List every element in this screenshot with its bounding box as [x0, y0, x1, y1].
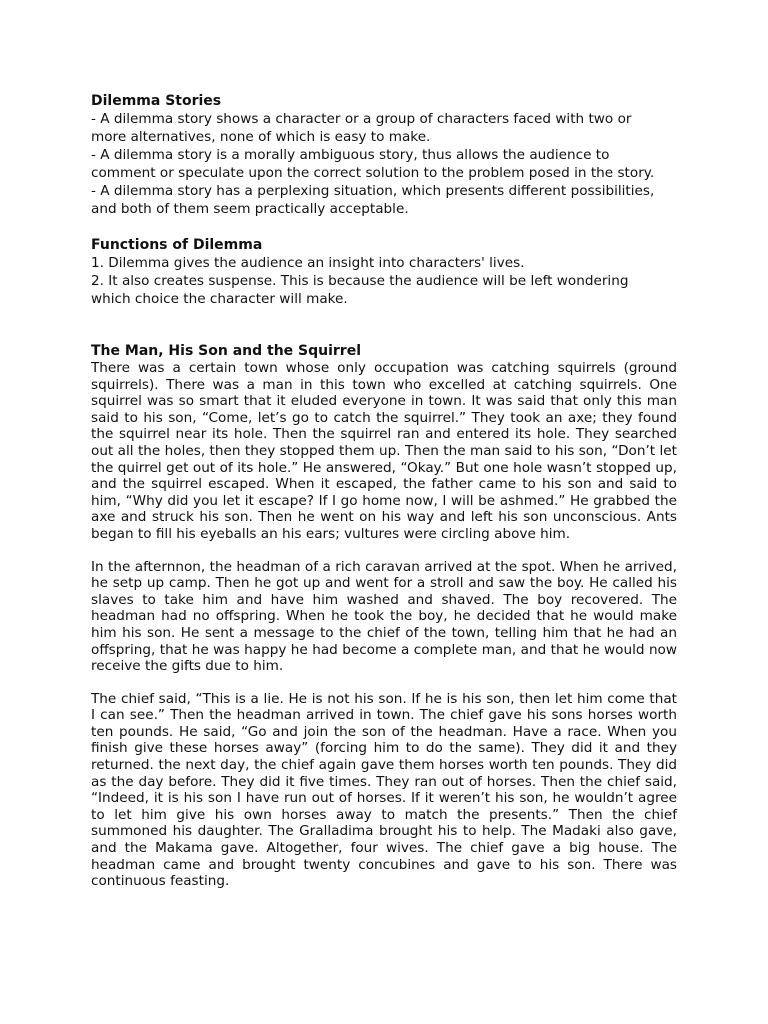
text-line: and both of them seem practically acceptable.	[91, 201, 409, 217]
spacer	[91, 218, 677, 236]
text-line: comment or speculate upon the correct solution to the problem posed in the story.	[91, 165, 655, 181]
text-line: which choice the character will make.	[91, 291, 348, 307]
spacer	[91, 543, 677, 559]
heading-functions-of-dilemma: Functions of Dilemma	[91, 237, 263, 253]
story-paragraph: In the afternnon, the headman of a rich caravan arrived at the spot. When he arrived, he setp up camp. Then he got up and went for a stroll and saw the boy. He called his slaves to take him and have him washed and shaved. The boy recovered. The headman had no offspring. When he took the boy, he decided that he would make him his son. He sent a message to the chief of the town, telling him that he had an offspring, that he was happy he had become a complete man, and that he would now receive the gifts due to him.	[91, 558, 677, 675]
text-line: 2. It also creates suspense. This is because the audience will be left wondering	[91, 273, 629, 289]
document-body	[91, 92, 677, 890]
story-paragraph: The chief said, “This is a lie. He is not his son. If he is his son, then let him come that I can see.” Then the headman arrived in town. The chief gave his sons horses worth ten pounds. He said, “Go and join the son of the headman. Have a race. When you finish give these horses away” (forcing him to do the same). They did it and they returned. the next day, the chief again gave them horses worth ten pounds. They did as the day before. They did it five times. They ran out of horses. Then the chief said, “Indeed, it is his son I have run out of horses. If it weren’t his son, he wouldn’t agree to let him give his own horses away to match the presents.” Then the chief summoned his daughter. The Gralladima brought his to help. The Madaki also gave, and the Makama gave. Altogether, four wives. The chief gave a big house. The headman came and brought twenty concubines and gave to his son. There was continuous feasting.	[91, 690, 677, 890]
text-line: - A dilemma story is a morally ambiguous story, thus allows the audience to	[91, 147, 610, 163]
spacer	[91, 308, 677, 342]
text-line: more alternatives, none of which is easy to make.	[91, 129, 431, 145]
story-paragraph: There was a certain town whose only occupation was catching squirrels (ground squirrels). There was a man in this town who excelled at catching squirrels. One squirrel was so smart that it eluded everyone in town. It was said that only this man said to his son, “Come, let’s go to catch the squirrel.” They took an axe; they found the squirrel near its hole. Then the squirrel ran and entered its hole. They searched out all the holes, then they stopped them up. Then the man said to his son, “Don’t let the quirrel get out of its hole.” He answered, “Okay.” But one hole wasn’t stopped up, and the squirrel escaped. When it escaped, the father came to his son and said to him, “Why did you let it escape? If I go home now, I will be ashmed.” He grabbed the axe and struck his son. Then he went on his way and left his son unconscious. Ants began to fill his eyeballs an his ears; vultures were circling above him.	[91, 360, 677, 542]
text-line: 1. Dilemma gives the audience an insight into characters' lives.	[91, 255, 525, 271]
heading-story-title: The Man, His Son and the Squirrel	[91, 343, 361, 359]
text-line: - A dilemma story shows a character or a group of characters faced with two or	[91, 111, 632, 127]
text-line: - A dilemma story has a perplexing situation, which presents different possibilities,	[91, 183, 655, 199]
spacer	[91, 675, 677, 691]
heading-dilemma-stories: Dilemma Stories	[91, 93, 222, 109]
